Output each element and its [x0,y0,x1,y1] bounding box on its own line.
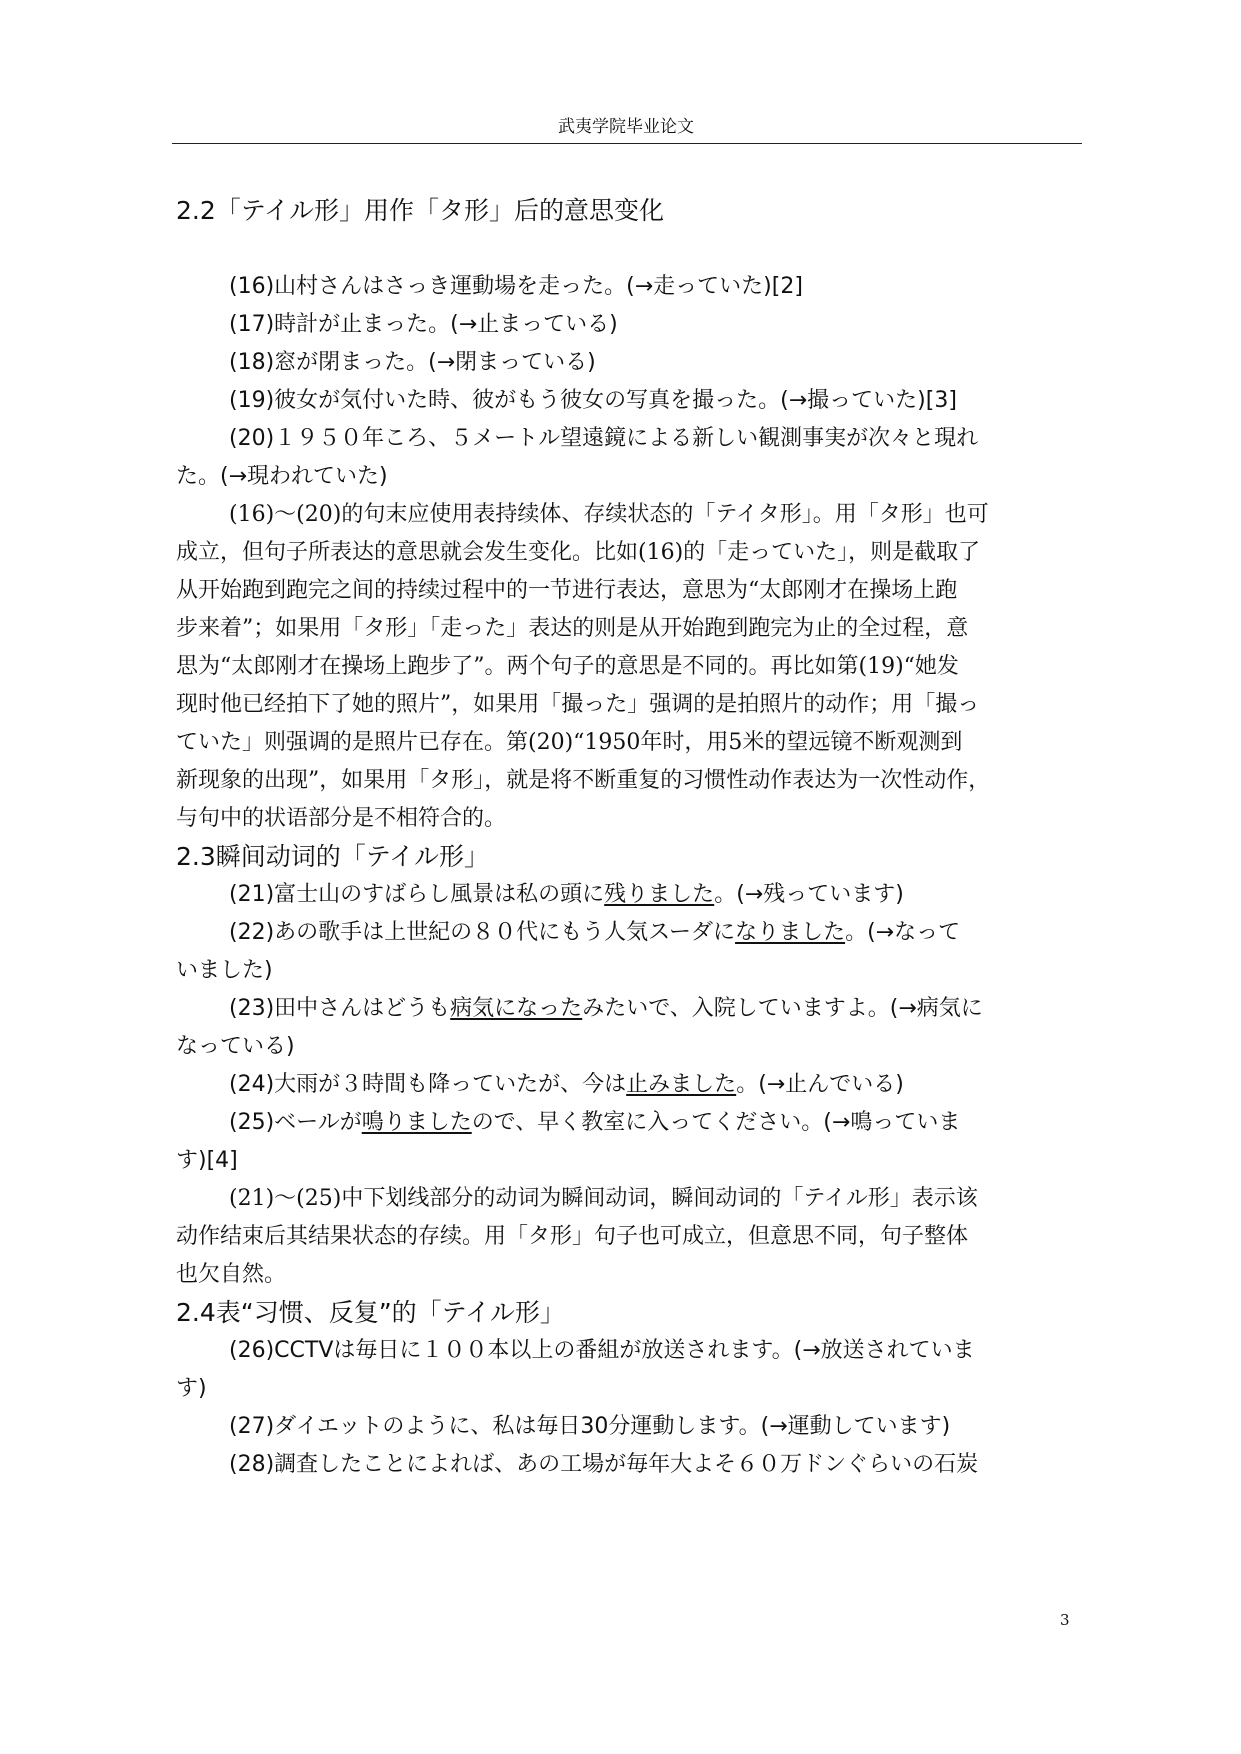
paragraph-line: (21)～(25)中下划线部分的动词为瞬间动词，瞬间动词的「テイル形」表示该 [229,1186,978,1211]
paragraph-line: 步来着”；如果用「タ形」「走った」表达的则是从开始跑到跑完为止的全过程，意 [176,616,969,641]
example-25: (25)ベールが鳴りましたので、早く教室に入ってください。(→鳴っていま [229,1110,961,1135]
example-17: (17)時計が止まった。(→止まっている) [229,312,618,337]
example-16: (16)山村さんはさっき運動場を走った。(→走っていた)[2] [229,274,803,299]
paragraph-line: ていた」则强调的是照片已存在。第(20)“1950年时，用5米的望远镜不断观测到 [176,730,963,755]
example-24: (24)大雨が３時間も降っていたが、今は止みました。(→止んでいる) [229,1072,904,1097]
example-22-cont: いました) [176,958,273,983]
underlined-verb: 止みました [626,1072,737,1097]
example-27: (27)ダイエットのように、私は毎日30分運動します。(→運動しています) [229,1414,951,1439]
example-23-cont: なっている) [176,1034,295,1059]
paragraph-line: 也欠自然。 [176,1262,287,1287]
example-21: (21)富士山のすばらし風景は私の頭に残りました。(→残っています) [229,882,904,907]
paragraph-line: (16)～(20)的句末应使用表持续体、存续状态的「テイタ形」。用「タ形」也可 [229,502,989,527]
underlined-verb: 鳴りました [361,1110,472,1135]
underlined-verb: 残りました [604,882,715,907]
paragraph-line: 新现象的出现”，如果用「タ形」，就是将不断重复的习惯性动作表达为一次性动作， [176,768,991,793]
underlined-verb: なりました [735,920,846,945]
paragraph-line: 思为“太郎刚才在操场上跑步了”。两个句子的意思是不同的。再比如第(19)“她发 [176,654,959,679]
example-28: (28)調査したことによれば、あの工場が毎年大よそ６０万ドンぐらいの石炭 [229,1452,979,1477]
section-heading-2-2: 2.2「テイル形」用作「タ形」后的意思变化 [176,196,665,225]
example-26-cont: す) [176,1376,207,1401]
example-18: (18)窓が閉まった。(→閉まっている) [229,350,596,375]
header-rule [172,143,1082,144]
example-25-cont: す)[4] [176,1148,238,1173]
page-number: 3 [1060,1611,1070,1629]
underlined-verb: 病気になった [450,996,583,1021]
example-26: (26)CCTVは毎日に１００本以上の番組が放送されます。(→放送されていま [229,1338,975,1363]
example-20: (20)１９５０年ころ、５メートル望遠鏡による新しい観測事実が次々と現れ [229,426,979,451]
section-heading-2-4: 2.4表“习惯、反复”的「テイル形」 [176,1298,565,1327]
section-heading-2-3: 2.3瞬间动词的「テイル形」 [176,842,490,871]
paragraph-line: 现时他已经拍下了她的照片”，如果用「撮った」强调的是拍照片的动作；用「撮っ [176,692,980,717]
example-23: (23)田中さんはどうも病気になったみたいで、入院していますよ。(→病気に [229,996,983,1021]
paragraph-line: 动作结束后其结果状态的存续。用「タ形」句子也可成立，但意思不同，句子整体 [176,1224,969,1249]
example-22: (22)あの歌手は上世紀の８０代にもう人気スーダになりました。(→なって [229,920,961,945]
paragraph-line: 与句中的状语部分是不相符合的。 [176,806,507,831]
paragraph-line: 成立，但句子所表达的意思就会发生变化。比如(16)的「走っていた」，则是截取了 [176,540,981,565]
paragraph-line: 从开始跑到跑完之间的持续过程中的一节进行表达，意思为“太郎刚才在操场上跑 [176,578,958,603]
page-body [176,192,1088,1484]
example-20-cont: た。(→現われていた) [176,464,388,489]
example-19: (19)彼女が気付いた時、彼がもう彼女の写真を撮った。(→撮っていた)[3] [229,388,957,413]
running-header-title: 武夷学院毕业论文 [558,117,694,137]
